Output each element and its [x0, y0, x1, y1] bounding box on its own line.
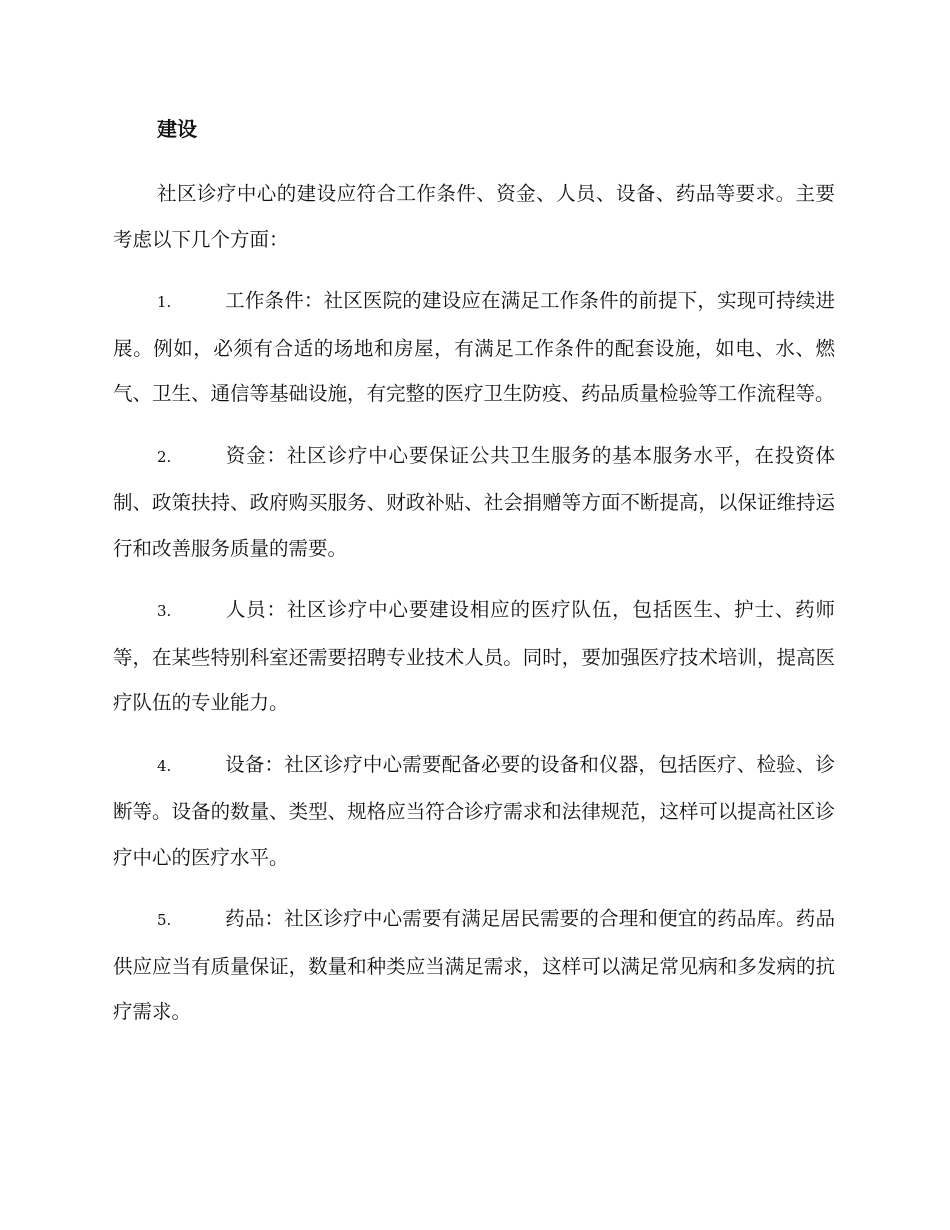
list-item-number: 1.	[157, 293, 172, 311]
list-item-text: 人员：社区诊疗中心要建设相应的医疗队伍，包括医生、护士、药师等，在某些特别科室还需要招聘专业技术人员。同时，要加强医疗技术培训，提高医疗队伍的专业能力。	[113, 598, 835, 714]
list-item-number: 4.	[157, 756, 172, 775]
list-item	[113, 587, 835, 726]
list-item-number: 5.	[157, 911, 172, 929]
list-item-text: 工作条件：社区医院的建设应在满足工作条件的前提下，实现可持续进展。例如，必须有合适的场地和房屋，有满足工作条件的配套设施，如电、水、燃气、卫生、通信等基础设施，有完整的医疗卫生防疫、药品质量检验等工作流程等。	[113, 289, 835, 405]
list-item-number: 2.	[157, 447, 172, 466]
list-item-number: 3.	[157, 602, 172, 620]
list-item	[113, 433, 835, 572]
list-item-text: 设备：社区诊疗中心需要配备必要的设备和仪器，包括医疗、检验、诊断等。设备的数量、类型、规格应当符合诊疗需求和法律规范，这样可以提高社区诊疗中心的医疗水平。	[113, 752, 835, 869]
list-item	[113, 278, 835, 417]
list-item	[113, 742, 835, 881]
document-body	[113, 113, 835, 1035]
list-item-text: 资金：社区诊疗中心要保证公共卫生服务的基本服务水平，在投资体制、政策扶持、政府购买服务、财政补贴、社会捐赠等方面不断提高，以保证维持运行和改善服务质量的需要。	[113, 443, 835, 560]
document-title: 建设	[157, 117, 197, 141]
list-item-text: 药品：社区诊疗中心需要有满足居民需要的合理和便宜的药品库。药品供应应当有质量保证，数量和种类应当满足需求，这样可以满足常见病和多发病的抗疗需求。	[113, 907, 835, 1023]
intro-paragraph: 社区诊疗中心的建设应符合工作条件、资金、人员、设备、药品等要求。主要考虑以下几个方面：	[113, 182, 835, 251]
list-item	[113, 896, 835, 1035]
